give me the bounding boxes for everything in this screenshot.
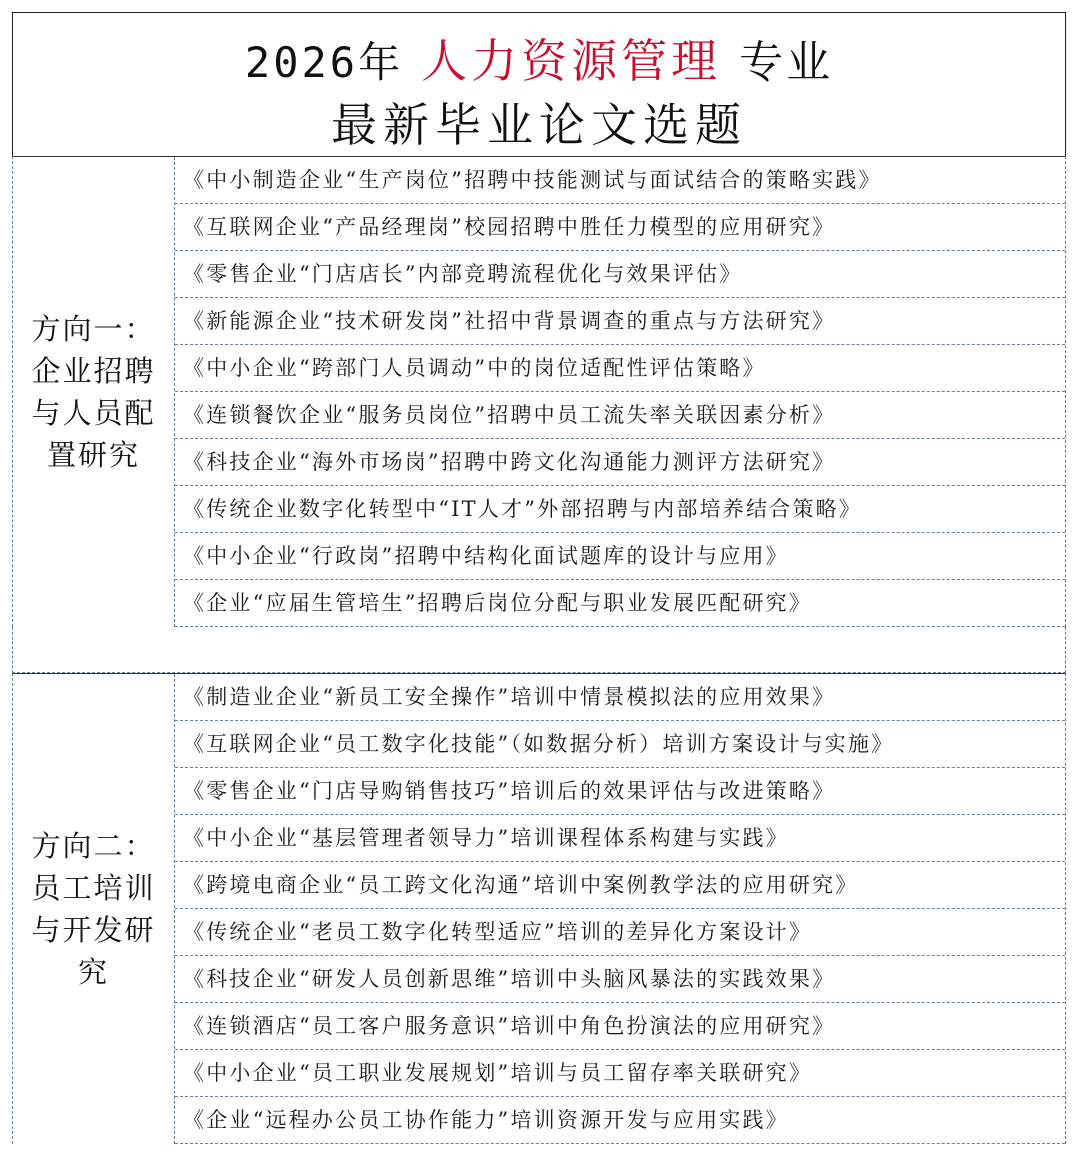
section-label-cell <box>13 157 175 627</box>
topic-item: 《中小企业“行政岗”招聘中结构化面试题库的设计与应用》 <box>175 533 1065 580</box>
topic-list <box>175 157 1065 627</box>
topic-item: 《互联网企业“产品经理岗”校园招聘中胜任力模型的应用研究》 <box>175 204 1065 251</box>
topic-item: 《中小企业“跨部门人员调动”中的岗位适配性评估策略》 <box>175 345 1065 392</box>
label-line: 员工培训 <box>31 871 156 905</box>
topic-item: 《企业“应届生管培生”招聘后岗位分配与职业发展匹配研究》 <box>175 580 1065 627</box>
title-major: 人力资源管理 <box>421 34 722 88</box>
section-label <box>29 825 159 993</box>
label-line: 企业招聘 <box>31 354 156 388</box>
topic-item: 《跨境电商企业“员工跨文化沟通”培训中案例教学法的应用研究》 <box>175 862 1065 909</box>
topic-item: 《连锁餐饮企业“服务员岗位”招聘中员工流失率关联因素分析》 <box>175 392 1065 439</box>
topic-item: 《科技企业“海外市场岗”招聘中跨文化沟通能力测评方法研究》 <box>175 439 1065 486</box>
topic-item: 《制造业企业“新员工安全操作”培训中情景模拟法的应用效果》 <box>175 674 1065 721</box>
title-box <box>12 12 1066 156</box>
section-recruitment <box>12 156 1066 627</box>
topic-item: 《科技企业“研发人员创新思维”培训中头脑风暴法的实践效果》 <box>175 956 1065 1003</box>
label-line: 方向一： <box>31 312 156 346</box>
topic-item: 《中小制造企业“生产岗位”招聘中技能测试与面试结合的策略实践》 <box>175 157 1065 204</box>
topic-item: 《中小企业“基层管理者领导力”培训课程体系构建与实践》 <box>175 815 1065 862</box>
topic-item: 《连锁酒店“员工客户服务意识”培训中角色扮演法的应用研究》 <box>175 1003 1065 1050</box>
topic-item: 《传统企业数字化转型中“IT人才”外部招聘与内部培养结合策略》 <box>175 486 1065 533</box>
topic-item: 《新能源企业“技术研发岗”社招中背景调查的重点与方法研究》 <box>175 298 1065 345</box>
title-line-2: 最新毕业论文选题 <box>331 98 747 152</box>
topic-item: 《传统企业“老员工数字化转型适应”培训的差异化方案设计》 <box>175 909 1065 956</box>
topic-item: 《零售企业“门店店长”内部竞聘流程优化与效果评估》 <box>175 251 1065 298</box>
label-line: 究 <box>77 955 109 989</box>
section-training <box>12 673 1066 1144</box>
label-line: 与开发研 <box>31 913 156 947</box>
title-year: 2026年 <box>244 38 404 87</box>
topic-item: 《中小企业“员工职业发展规划”培训与员工留存率关联研究》 <box>175 1050 1065 1097</box>
topic-item: 《企业“远程办公员工协作能力”培训资源开发与应用实践》 <box>175 1097 1065 1144</box>
topic-list <box>175 674 1065 1144</box>
topic-item: 《互联网企业“员工数字化技能”（如数据分析）培训方案设计与实施》 <box>175 721 1065 768</box>
title-suffix: 专业 <box>739 37 834 88</box>
title-line-1 <box>13 13 1065 89</box>
section-label-cell <box>13 674 175 1144</box>
label-line: 置研究 <box>46 438 140 472</box>
topic-sheet <box>12 12 1066 1144</box>
section-spacer <box>12 627 1066 673</box>
section-label <box>29 308 159 476</box>
topic-item: 《零售企业“门店导购销售技巧”培训后的效果评估与改进策略》 <box>175 768 1065 815</box>
label-line: 方向二： <box>31 829 156 863</box>
label-line: 与人员配 <box>31 396 156 430</box>
